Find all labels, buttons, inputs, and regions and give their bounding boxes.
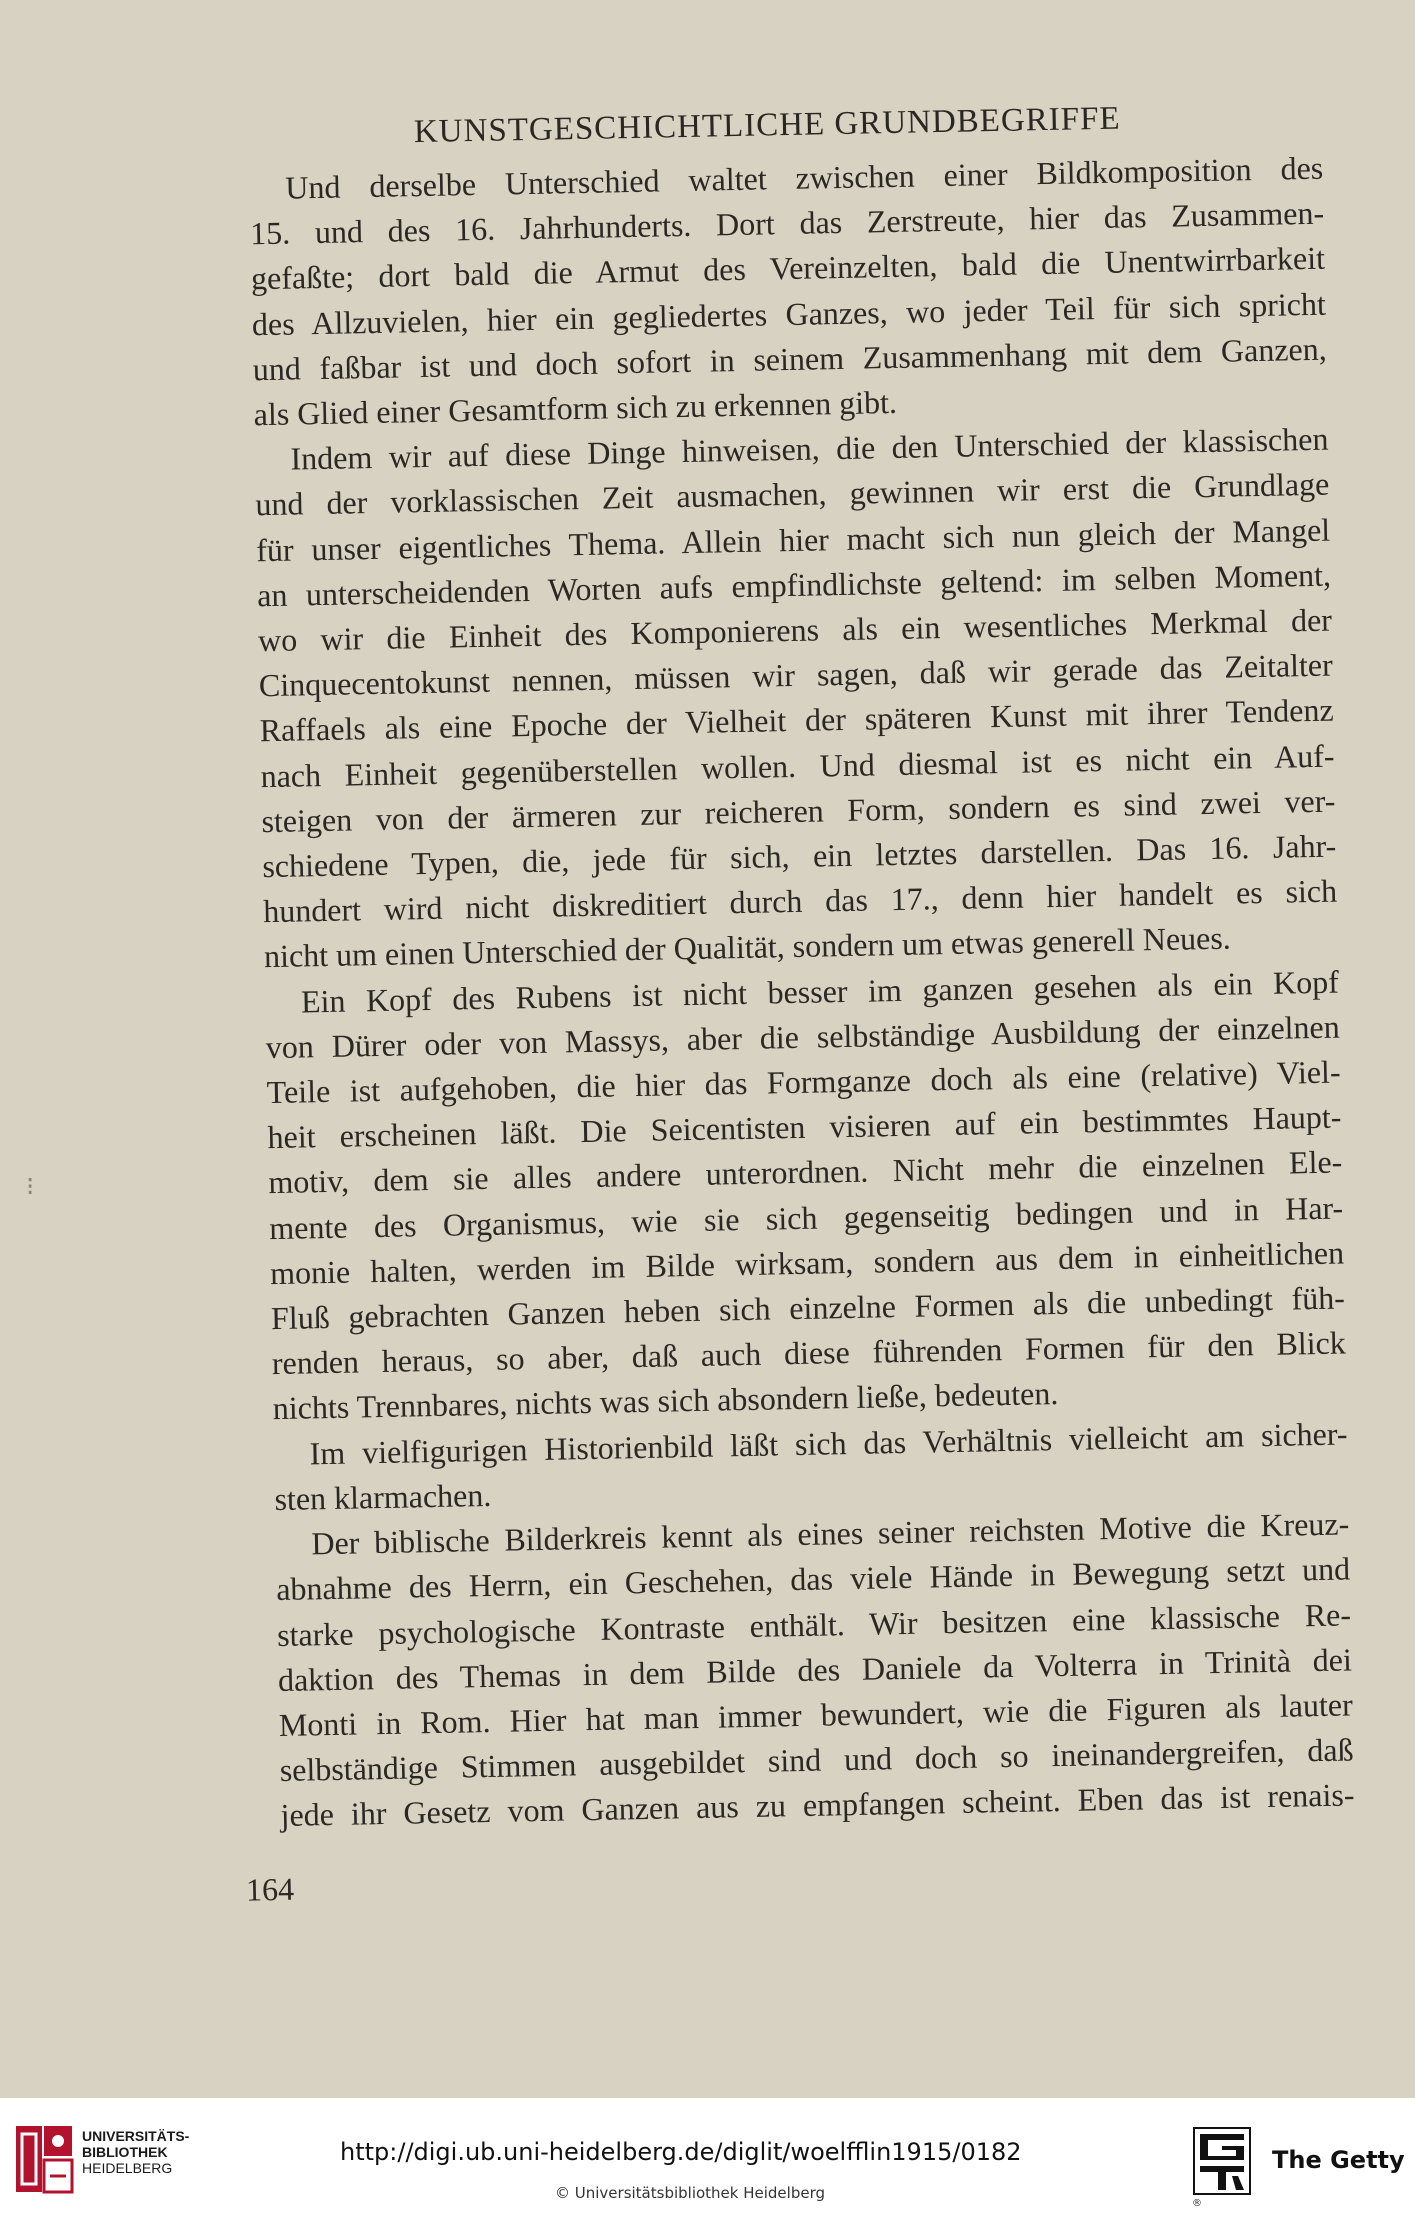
- text-line: hundert wird nicht diskreditiert durch das 17., denn hier handelt es sich: [262, 872, 1338, 930]
- text-line: abnahme des Herrn, ein Geschehen, das viele Hände in Bewegung setzt und: [275, 1550, 1351, 1608]
- registered-mark: ®: [1192, 2198, 1202, 2209]
- library-line-2: BIBLIOTHEK: [82, 2144, 168, 2160]
- text-line: nichts Trennbares, nichts was sich absondern ließe, bedeuten.: [272, 1375, 1059, 1427]
- text-line: Raffaels als eine Epoche der Vielheit der späteren Kunst mit ihrer Tendenz: [259, 692, 1334, 749]
- text-line: für unser eigentliches Thema. Allein hier macht sich nun gleich der Mangel: [255, 511, 1331, 568]
- text-line: schiedene Typen, die, jede für sich, ein letztes darstellen. Das 16. Jahr-: [262, 827, 1337, 885]
- text-line: Der biblische Bilderkreis kennt als eines seiner reichsten Motive die Kreuz-: [311, 1505, 1350, 1562]
- footer-bar: [0, 2098, 1415, 2217]
- text-line: als Glied einer Gesamtform sich zu erkennen gibt.: [253, 383, 898, 433]
- text-line: an unterscheidenden Worten aufs empfindlichste geltend: im selben Moment,: [256, 556, 1332, 614]
- text-line: 15. und des 16. Jahrhunderts. Dort das Zerstreute, hier das Zusammen-: [249, 194, 1325, 252]
- text-line: mente des Organismus, wie sie sich gegenseitig bedingen und in Har-: [268, 1189, 1344, 1246]
- text-line: starke psychologische Kontraste enthält. Wir besitzen eine klassische Re-: [276, 1595, 1352, 1653]
- text-line: von Dürer oder von Massys, aber die selbständige Ausbildung der einzelnen: [265, 1008, 1340, 1065]
- paragraph: [213, 146, 1328, 438]
- text-line: und faßbar ist und doch sofort in seinem Zusammenhang mit dem Ganzen,: [252, 330, 1327, 388]
- paragraph: [218, 417, 1338, 981]
- text-line: Cinquecentokunst nennen, müssen wir sagen, daß wir gerade das Zeitalter: [258, 646, 1334, 704]
- text-line: Und derselbe Unterschied waltet zwischen einer Bildkomposition des: [285, 149, 1324, 206]
- text-line: und der vorklassischen Zeit ausmachen, gewinnen wir erst die Grundlage: [255, 466, 1330, 523]
- text-line: nicht um einen Unterschied der Qualität, sondern um etwas generell Neues.: [263, 920, 1232, 975]
- text-line: selbständige Stimmen ausgebildet sind und doch so ineinandergreifen, daß: [279, 1731, 1354, 1789]
- copyright-notice: © Universitätsbibliothek Heidelberg: [555, 2184, 826, 2202]
- text-line: Teile ist aufgehoben, die hier das Formganze doch als eine (relative) Viel-: [266, 1053, 1341, 1111]
- running-head: KUNSTGESCHICHTLICHE GRUNDBEGRIFFE: [413, 100, 1121, 151]
- permalink-url[interactable]: http://digi.ub.uni-heidelberg.de/diglit/woelfflin1915/0182: [340, 2138, 1022, 2166]
- text-line: heit erscheinen läßt. Die Seicentisten visieren auf ein bestimmtes Haupt-: [267, 1098, 1342, 1156]
- text-line: gefaßte; dort bald die Armut des Vereinzelten, bald die Unentwirrbarkeit: [250, 240, 1326, 297]
- text-line: renden heraus, so aber, daß auch diese führenden Formen für den Blick: [271, 1324, 1347, 1382]
- text-line: steigen von der ärmeren zur reicheren Form, sondern es sind zwei ver-: [261, 782, 1336, 840]
- getty-logo-icon: [1192, 2126, 1252, 2196]
- paragraph: [239, 1502, 1355, 1840]
- page-number: 164: [245, 1870, 295, 1908]
- text-line: motiv, dem sie alles andere unterordnen. Nicht mehr die einzelnen Ele-: [268, 1143, 1343, 1201]
- getty-name: The Getty: [1272, 2146, 1405, 2174]
- text-line: daktion des Themas in dem Bilde des Daniele da Volterra in Trinità dei: [277, 1641, 1353, 1698]
- paragraph: [229, 959, 1347, 1432]
- library-line-3: HEIDELBERG: [82, 2160, 173, 2176]
- text-line: Indem wir auf diese Dinge hinweisen, die den Unterschied der klassischen: [290, 420, 1329, 477]
- text-line: Im vielfigurigen Historienbild läßt sich das Verhältnis vielleicht am sicher-: [309, 1415, 1348, 1472]
- text-line: Fluß gebrachten Ganzen heben sich einzelne Formen als die unbedingt füh-: [270, 1279, 1346, 1337]
- body-text: [213, 146, 1355, 1840]
- text-line: monie halten, werden im Bilde wirksam, sondern aus dem in einheitlichen: [269, 1234, 1345, 1291]
- university-library-logo-icon: [14, 2124, 74, 2194]
- page-text-block: [212, 97, 1356, 1908]
- text-line: jede ihr Gesetz vom Ganzen aus zu empfangen scheint. Eben das ist renais-: [280, 1776, 1355, 1834]
- text-line: nach Einheit gegenüberstellen wollen. Und diesmal ist es nicht ein Auf-: [260, 737, 1335, 794]
- library-line-1: UNIVERSITÄTS-: [82, 2128, 190, 2144]
- text-line: Ein Kopf des Rubens ist nicht besser im ganzen gesehen als ein Kopf: [300, 963, 1340, 1020]
- text-line: Monti in Rom. Hier hat man immer bewundert, wie die Figuren als lauter: [278, 1686, 1354, 1743]
- text-line: sten klarmachen.: [274, 1476, 492, 1517]
- university-library-name: [82, 2128, 189, 2176]
- margin-mark: ⁝: [26, 1172, 35, 1202]
- text-line: wo wir die Einheit des Komponierens als ein wesentliches Merkmal der: [257, 601, 1333, 659]
- text-line: des Allzuvielen, hier ein gegliedertes Ganzes, wo jeder Teil für sich spricht: [251, 285, 1327, 342]
